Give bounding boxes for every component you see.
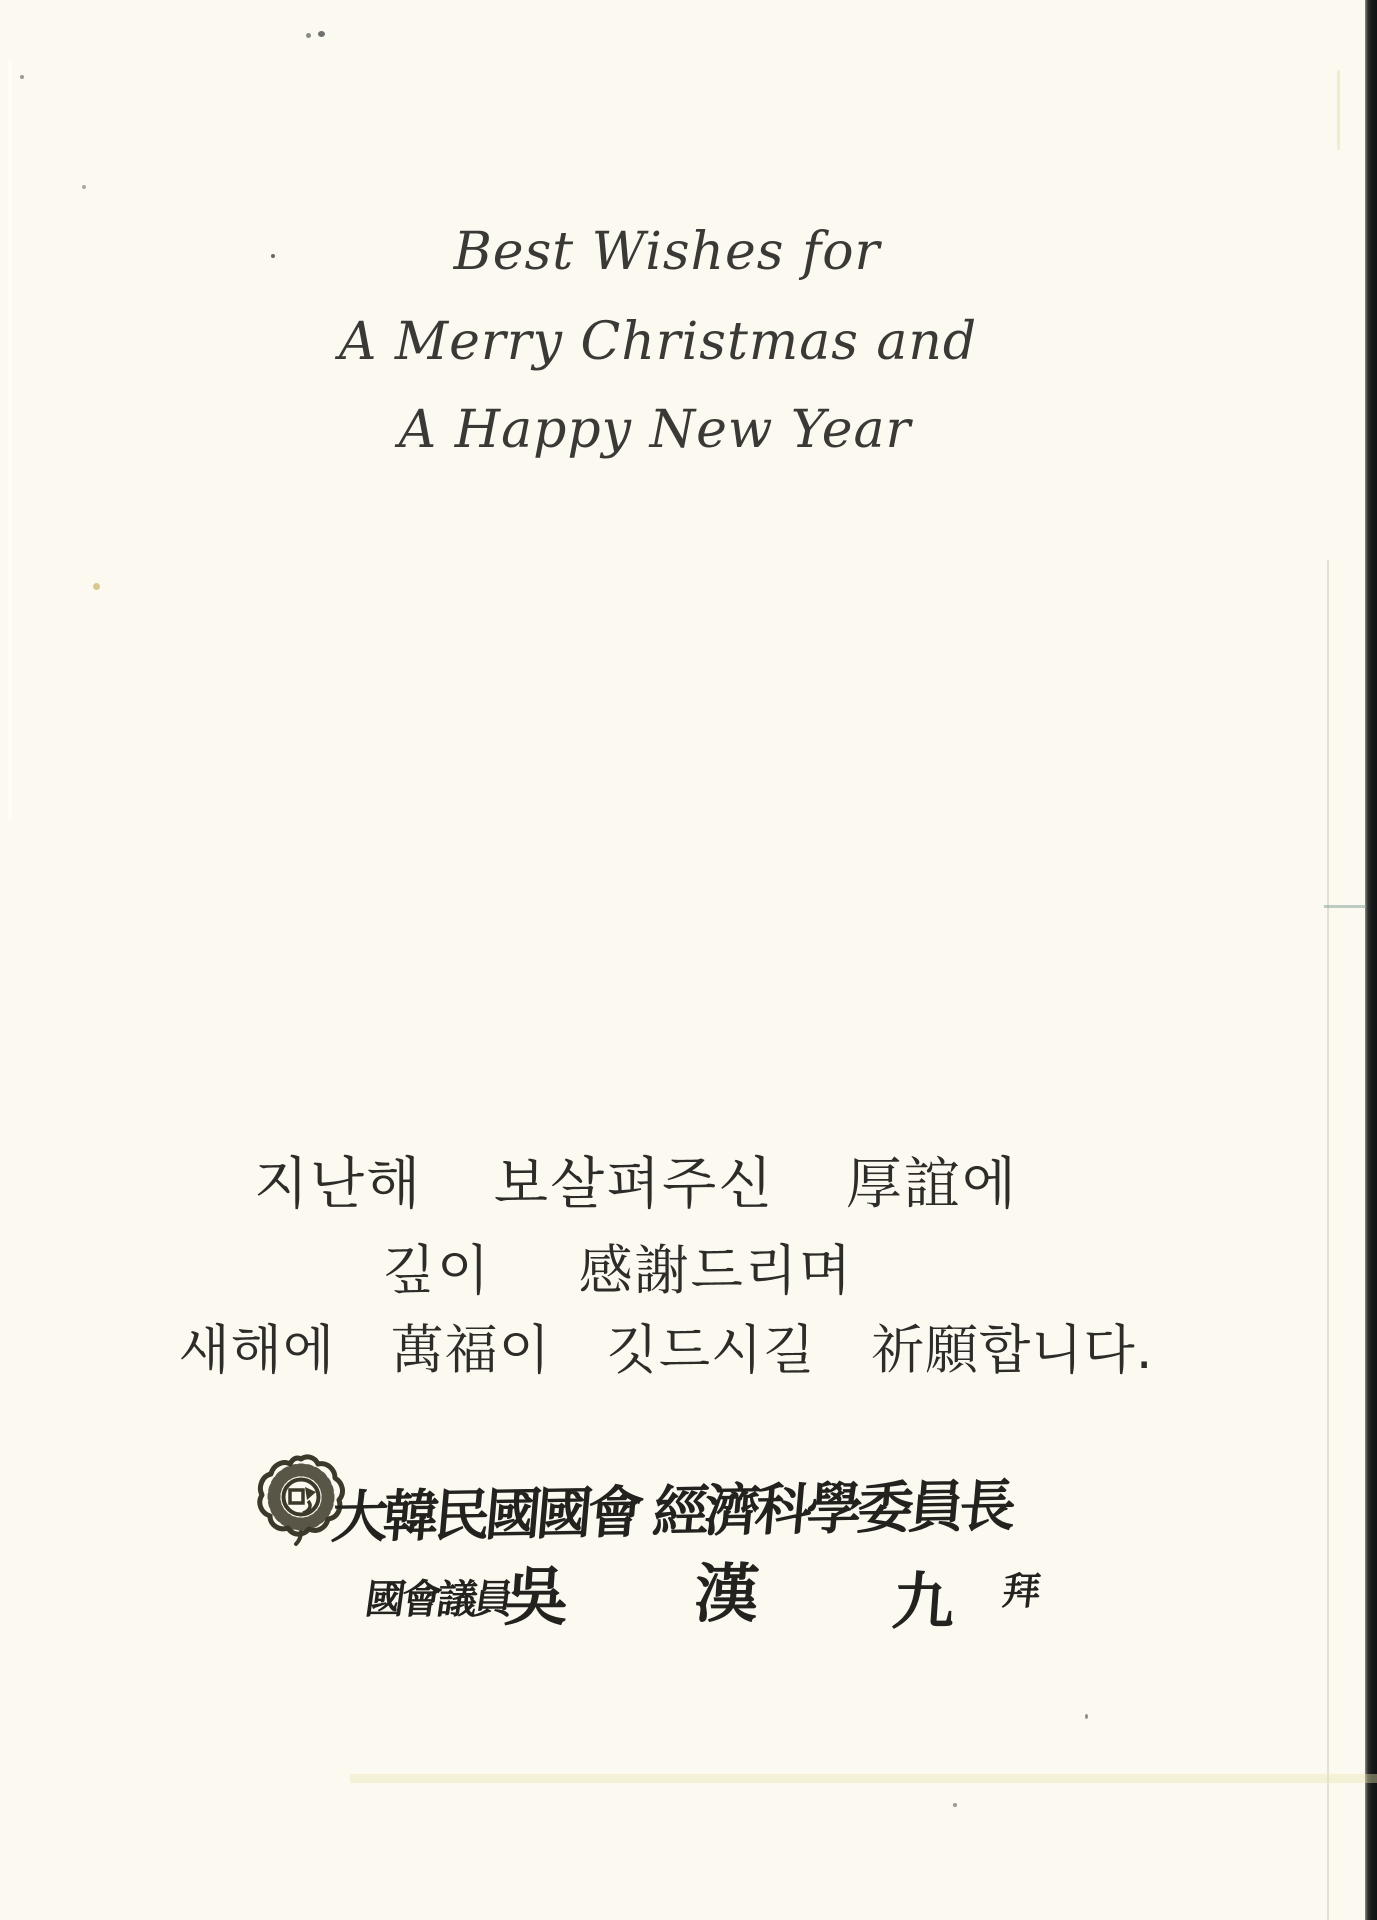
korean-message-line-1: 지난해 보살펴주신 厚誼에 <box>253 1152 1019 1217</box>
signature-role: 國會議員 <box>362 1577 513 1623</box>
korean-message-line-3: 새해에 萬福이 깃드시길 祈願합니다. <box>178 1320 1154 1381</box>
scan-crease-vertical <box>1327 560 1329 1920</box>
signature-title: 大韓民國國會 經濟科學委員長 <box>329 1474 1014 1551</box>
paper-speck <box>20 75 24 79</box>
signature-name-char-2: 漢 <box>691 1558 762 1632</box>
scan-discoloration-band <box>350 1774 1377 1783</box>
scan-edge-strip <box>1365 0 1377 1920</box>
signature-honorific: 拜 <box>1000 1569 1043 1613</box>
korean-message-line-2: 깊이 感謝드리며 <box>382 1239 854 1302</box>
scan-crease-horizontal <box>1324 905 1366 908</box>
greeting-line-happy-new-year: A Happy New Year <box>398 400 912 460</box>
signature-name-char-3: 九 <box>890 1565 958 1638</box>
paper-speck <box>318 31 325 37</box>
signature-name-char-1: 吳 <box>501 1561 572 1635</box>
scan-smudge-vertical <box>1337 70 1340 150</box>
greeting-line-best-wishes: Best Wishes for <box>453 222 881 282</box>
paper-speck <box>82 185 86 189</box>
greeting-line-merry-christmas: A Merry Christmas and <box>338 312 978 372</box>
paper-speck <box>1085 1714 1088 1719</box>
paper-speck <box>306 33 311 38</box>
scan-left-edge-highlight <box>8 60 12 820</box>
paper-speck <box>953 1803 957 1807</box>
paper-speck <box>271 254 275 258</box>
paper-speck-yellow <box>93 583 100 590</box>
